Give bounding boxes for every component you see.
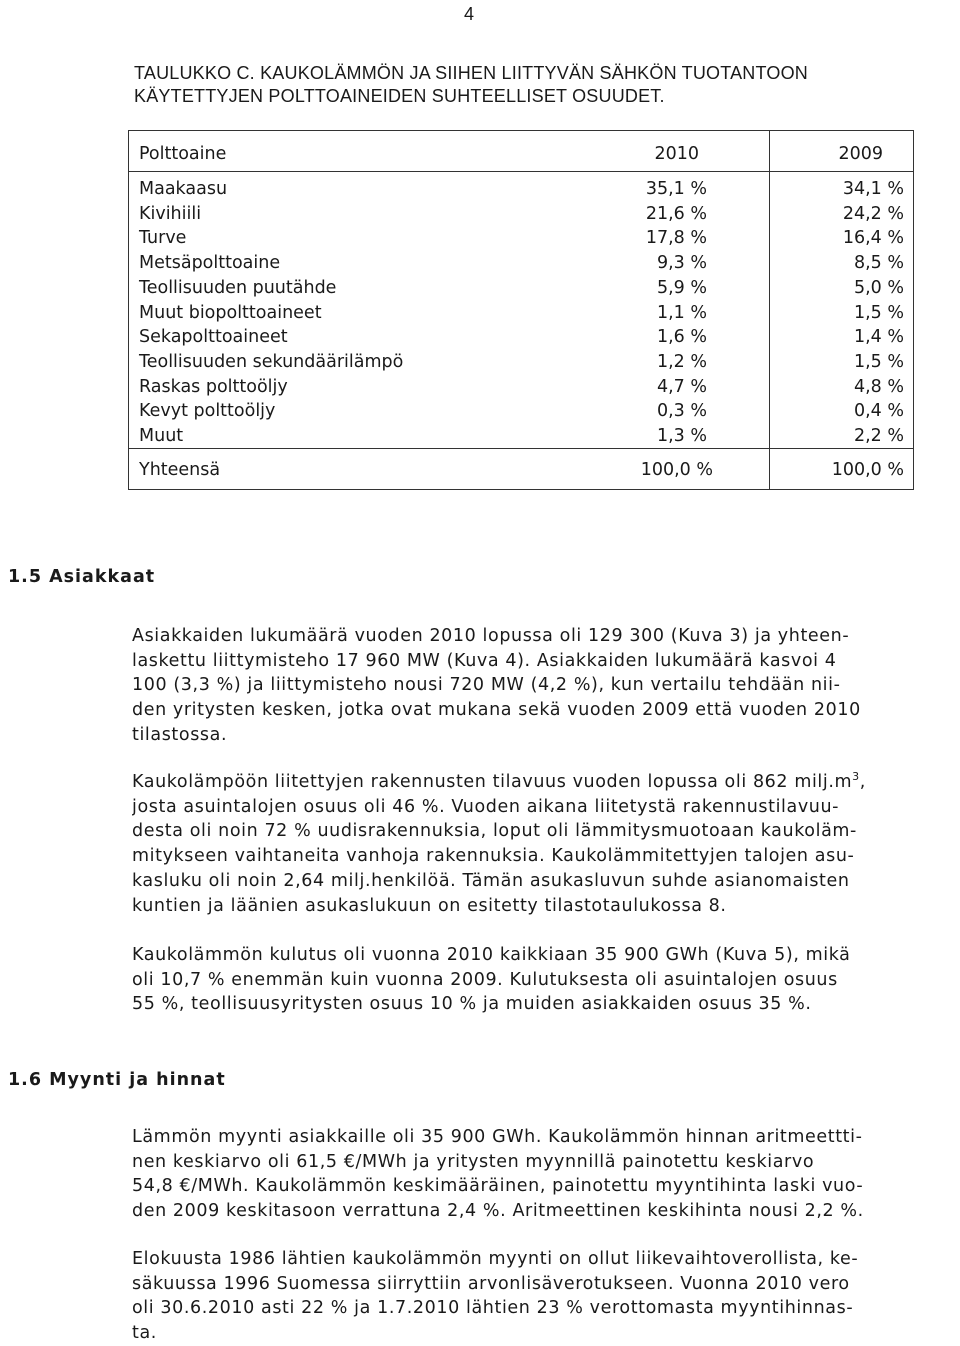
table-row-2010: 35,1 % (645, 179, 707, 199)
paragraph-asiakkaat-2 (132, 770, 950, 918)
table-row-fuel: Raskas polttoöljy (139, 376, 288, 397)
table-row-fuel: Kivihiili (139, 203, 202, 224)
page-number: 4 (464, 4, 475, 24)
text-line: laskettu liittymisteho 17 960 MW (Kuva 4). Asiakkaiden lukumäärä kasvoi 4 (132, 650, 837, 671)
table-caption-line-1: TAULUKKO C. KAUKOLÄMMÖN JA SIIHEN LIITTYVÄN SÄHKÖN TUOTANTOON (134, 63, 808, 83)
table-row-2010: 1,3 % (656, 426, 707, 446)
superscript: 3 (852, 770, 860, 784)
table-header-2010: 2010 (654, 144, 699, 164)
table-total-label: Yhteensä (139, 460, 221, 480)
table-row-2010: 4,7 % (656, 376, 707, 397)
table-caption-line-2: KÄYTETTYJEN POLTTOAINEIDEN SUHTEELLISET OSUUDET. (134, 86, 665, 106)
table-row-2009: 24,2 % (842, 203, 904, 224)
text-line: oli 30.6.2010 asti 22 % ja 1.7.2010 lähtien 23 % verottomasta myyntihinnas- (132, 1298, 854, 1319)
text-line: Asiakkaiden lukumäärä vuoden 2010 lopussa oli 129 300 (Kuva 3) ja yhteen- (132, 626, 850, 646)
text-line: den 2009 keskitasoon verrattuna 2,4 %. Aritmeettinen keskihinta nousi 2,2 %. (132, 1201, 864, 1222)
fuel-share-table (128, 130, 914, 490)
paragraph-asiakkaat-1 (132, 624, 950, 748)
table-header-divider (129, 171, 913, 172)
paragraph-myynti-1 (132, 1125, 950, 1224)
table-row-fuel: Teollisuuden puutähde (139, 277, 337, 298)
text-line: desta oli noin 72 % uudisrakennuksia, loput oli lämmitysmuotoaan kaukoläm- (132, 821, 857, 842)
table-row-2010: 1,6 % (656, 327, 707, 348)
table-row-fuel: Teollisuuden sekundäärilämpö (139, 351, 404, 372)
table-row-2010: 17,8 % (645, 228, 707, 249)
table-row-2010: 0,3 % (656, 401, 707, 422)
table-row-fuel: Kevyt polttoöljy (139, 401, 276, 422)
table-row-2009: 2,2 % (853, 426, 904, 446)
table-row-fuel: Sekapolttoaineet (139, 327, 288, 348)
text-line: 55 %, teollisuusyritysten osuus 10 % ja muiden asiakkaiden osuus 35 %. (132, 994, 812, 1015)
text-line: 54,8 €/MWh. Kaukolämmön keskimääräinen, painotettu myyntihinta laski vuo- (132, 1176, 864, 1197)
table-total-2010: 100,0 % (640, 460, 713, 480)
text-line: nen keskiarvo oli 61,5 €/MWh ja yritysten myynnillä painotettu keskiarvo (132, 1151, 815, 1172)
table-row-2009: 0,4 % (853, 401, 904, 422)
text-line: ta. (132, 1323, 157, 1344)
table-header-fuel: Polttoaine (139, 144, 227, 164)
table-row-fuel: Metsäpolttoaine (139, 253, 281, 274)
paragraph-myynti-2 (132, 1247, 950, 1346)
table-row-2009: 1,5 % (853, 351, 904, 372)
table-row-2009: 16,4 % (842, 228, 904, 249)
text-line: kasluku oli noin 2,64 milj.henkilöä. Tämän asukasluvun suhde asianomaisten (132, 870, 850, 891)
table-row-2010: 1,2 % (656, 351, 707, 372)
table-row-2009: 5,0 % (853, 277, 904, 298)
paragraph-asiakkaat-3 (132, 943, 950, 1017)
text-fragment: Kaukolämpöön liitettyjen rakennusten tilavuus vuoden lopussa oli 862 milj.m (132, 772, 853, 792)
text-line: Elokuusta 1986 lähtien kaukolämmön myynti on ollut liikevaihtoverollista, ke- (132, 1249, 859, 1269)
table-total-divider (129, 448, 913, 449)
text-fragment: , (859, 772, 866, 792)
text-line: mitykseen vaihtaneita vanhoja rakennuksia. Kaukolämmitettyjen talojen asu- (132, 846, 855, 867)
table-row-2009: 8,5 % (853, 253, 904, 274)
text-line: oli 10,7 % enemmän kuin vuonna 2009. Kulutuksesta oli asuintalojen osuus (132, 969, 838, 990)
text-line: tilastossa. (132, 724, 228, 745)
table-row-2009: 1,4 % (853, 327, 904, 348)
table-row-fuel: Muut biopolttoaineet (139, 302, 322, 323)
table-total-2009: 100,0 % (831, 460, 904, 480)
table-row-fuel: Turve (139, 228, 187, 249)
table-caption (134, 62, 808, 108)
section-heading-myynti: 1.6 Myynti ja hinnat (8, 1070, 226, 1090)
table-row-fuel: Muut (139, 426, 184, 446)
table-row-2009: 34,1 % (842, 179, 904, 199)
table-row-2009: 1,5 % (853, 302, 904, 323)
table-row-2010: 21,6 % (645, 203, 707, 224)
text-line: 100 (3,3 %) ja liittymisteho nousi 720 MW (4,2 %), kun vertailu tehdään nii- (132, 675, 841, 696)
text-line: Lämmön myynti asiakkaille oli 35 900 GWh. Kaukolämmön hinnan aritmeettti- (132, 1127, 863, 1147)
table-row-2010: 1,1 % (656, 302, 707, 323)
text-line: den yritysten kesken, jotka ovat mukana sekä vuoden 2009 että vuoden 2010 (132, 700, 861, 721)
text-line: Kaukolämmön kulutus oli vuonna 2010 kaikkiaan 35 900 GWh (Kuva 5), mikä (132, 945, 851, 965)
text-line (132, 770, 950, 795)
text-line: josta asuintalojen osuus oli 46 %. Vuoden aikana liitetystä rakennustilavuu- (132, 796, 840, 817)
text-line: säkuussa 1996 Suomessa siirryttiin arvonlisäverotukseen. Vuonna 2010 vero (132, 1273, 850, 1294)
table-column-divider (769, 131, 770, 489)
table-row-2010: 5,9 % (656, 277, 707, 298)
table-header-2009: 2009 (838, 144, 883, 164)
table-row-fuel: Maakaasu (139, 179, 228, 199)
table-row-2009: 4,8 % (853, 376, 904, 397)
text-line: kuntien ja läänien asukaslukuun on esitetty tilastotaulukossa 8. (132, 895, 727, 916)
table-row-2010: 9,3 % (656, 253, 707, 274)
section-heading-asiakkaat: 1.5 Asiakkaat (8, 567, 156, 587)
